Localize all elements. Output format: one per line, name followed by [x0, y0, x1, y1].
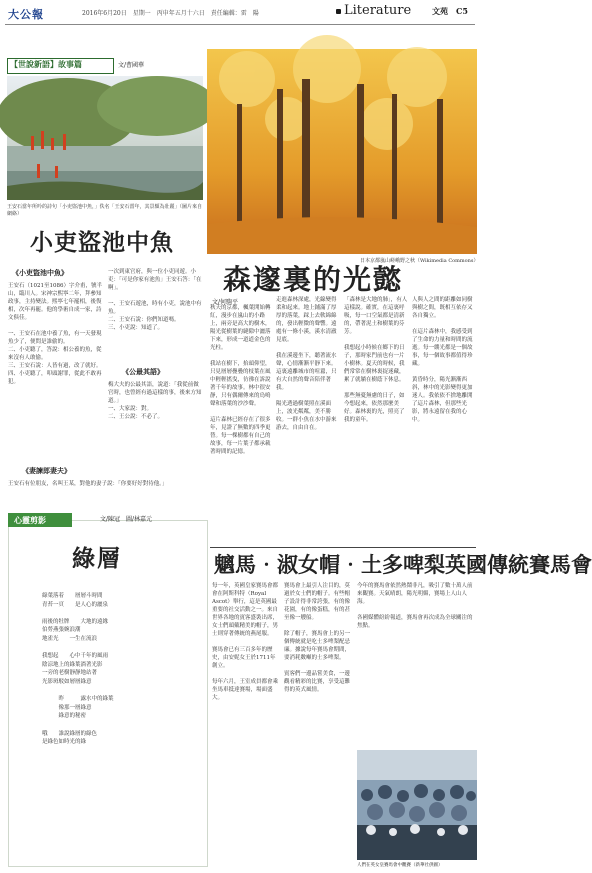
photo-caption: 王安石當年所吟的詩句「小吏盜池中魚，」佚名「王安石當年，其景頗為壯麗」（圖片來自網絡） — [7, 204, 203, 217]
section-divider — [210, 547, 476, 548]
text-column-4: 王安石有位朋友，名叫王某，對他的妻子說：「你要好好對待他。」 — [8, 481, 168, 487]
racecourse-crowd-photo — [357, 750, 477, 860]
derby-title: 魑馬‧淑女帽‧土多啤梨英國傳統賽馬會 — [214, 552, 592, 577]
forest-column-2: 走進森林深處，光線變得柔和起來。地上鋪滿了厚厚的落葉，踩上去軟綿綿的，發出輕微的聲響。遠處有一條小溪，溪水清澈見底。 我在溪邊坐下，聽著流水聲，心情漸漸平靜下來。這裏遠離城市的喧囂，只有大自然的聲音陪伴著我。 陽光透過樹葉照在溪面上，波光粼粼，美不勝收。一群小魚在水中游來游去，自由自在。 — [276, 297, 337, 431]
forest-column-4: 人與人之間的距離如同樹與樹之間，既相互依存又各自獨立。 在這片森林中，我感受到了生命的力量和時間的流逝。每一縷光都是一個故事，每一個故事都值得珍藏。 黃昏時分，陽光漸漸西斜，林中的光影變得更加迷人。我依依不捨地離開了這片森林，但那些光影，將永遠留在我的心中。 — [412, 297, 473, 423]
crowd-caption: 人們在英女皇賽馬會中觀賽（新華社供圖） — [357, 863, 443, 868]
subheading-1: 《小吏盜池中魚》 — [12, 268, 68, 277]
forest-photo — [207, 49, 477, 254]
header-divider — [5, 24, 475, 25]
forest-title: 森邃裏的光懿 — [223, 263, 404, 296]
text-column-1: 王安石（1021至1086）字介甫，號半山，臨川人。宋神宗熙寧二年，拜參知政事，主持變法。熙寧七年罷相，後復相，次年再罷。他的學術自成一家，詩文俱佳。 一、王安石在池中養了魚，有一天發現魚少了，便問是誰偷的。 二、小吏聽了，答說：相公養的魚，從來沒有人敢偷。 三、王安石說：人皆有過，改了就好。 四、小吏聽了，叩頭謝罪，從此不敢再犯。 — [8, 283, 102, 385]
poem-text: 綠葉落着 層層斗時間 青苔一頁 是人心的灑泉 雨後的牡牌 大地的遠緣 伯勞燕張婉浪潮 地雀光 一生在流浪 我想起 心中千年的風雨 陰涼地上的綠葉淌著光影 一旁的老樹靜靜地站著 光影斑駁如層層綠意 昨 露水中的綠葉 像那一層綠意 綠意的秘密 哦 誰說綠層的綠色 是綠色如時光的綠 — [42, 593, 114, 746]
page-number: C5 — [456, 6, 468, 16]
text-column-3: 梅大夫的公最其語，說道：「我從前做官時，也曾經有過這樣的事，後來方知道。」 一、大家說：對。 二、王公說：不必了。 — [108, 382, 202, 420]
derby-column-3: 今年的賽馬會依然熱鬧非凡，吸引了數十萬人前來觀賽。天氣晴朗，陽光明媚，賽場上人山人海。 各國媒體紛紛報道，賽馬會再次成為全球關注的焦點。 — [357, 583, 473, 629]
poem-byline: 文/陳冠 圖/林嘉元 — [100, 516, 153, 523]
subheading-2: 《公最其語》 — [122, 367, 164, 376]
derby-column-1: 每一年，英國皇家賽馬會都會在阿斯科特（Royal Ascot）舉行，這是英國最重要的社交活動之一。來自世界各地的賓客盛裝出席，女士們頭戴精美的帽子，男士則穿著傳統的燕尾服。 賽馬會已有三百多年的歷史，由安妮女王於1711年創立。 每年六月，王室成員都會乘坐馬車抵達賽場，場面盛大。 — [212, 583, 279, 701]
poem-section-title: 心靈剪影 — [14, 515, 46, 525]
lake-photo — [7, 76, 203, 200]
issue-date: 2016年6月20日 星期一 丙申年五月十六日 責任編輯：雷 陽 — [82, 10, 259, 17]
column-tag: 【世說新語】故事篇 — [10, 59, 82, 69]
section-title-zh: 文苑 — [432, 6, 448, 16]
section-bullet-icon — [336, 9, 341, 14]
text-column-2: 一次到東官府，與一位小吏同遊。小吏：「可是你家有池魚」王安石答：「在啊」。 一、王安石遊池，時有小吏，說池中有魚。 二、王安石說：你們知道嗎。 三、小吏說：知道了。 — [108, 269, 202, 331]
section-title-en: Literature — [344, 3, 412, 18]
newspaper-logo: 大公報 — [8, 8, 44, 21]
forest-caption: 日本京都嵐山嵯峨野之秋（Wikimedia Commons） — [360, 258, 479, 264]
poem-title: 綠層 — [72, 545, 122, 572]
subheading-3: 《妻諫郎妻夫》 — [22, 466, 71, 475]
derby-column-2: 賽馬會上最引人注目的，莫過於女士們的帽子。有些帽子設計得非常誇張，有的像花園，有的像蛋糕，有的甚至像一艘船。 除了帽子，賽馬會上的另一個傳統就是吃士多啤梨配忌廉。據說每年賽馬會期間，要消耗數噸的士多啤梨。 賓客們一邊品嘗美食，一邊觀看精彩的比賽，享受這難得的英式風情。 — [284, 583, 351, 693]
forest-column-3: 「森林是大地的肺」，有人這樣說。確實，在這裏呼吸，每一口空氣都是清新的，帶著泥土和樹葉的芬芳。 我想起小時候在鄉下的日子，那時家門前也有一片小樹林。夏天的時候，我們常常在樹林裏捉迷藏，累了就躺在樹蔭下休息。 那些無憂無慮的日子，如今想起來，依然那麼美好。森林裏的光，照亮了我的童年。 — [344, 297, 408, 423]
forest-byline: 文/何駒平 — [212, 299, 239, 306]
byline: 文/曹國華 — [118, 62, 145, 69]
forest-column-1: 秋天的京都，楓葉開始轉紅，漫步在嵐山的小路上，兩旁是高大的樹木，陽光從樹葉的縫隙中灑落下來，形成一道道金色的光柱。 我站在樹下，抬頭仰望，只見層層疊疊的枝葉在風中輕輕搖曳，彷彿在訴說著千年的故事。林中很安靜，只有偶爾傳來的鳥鳴聲和落葉的沙沙聲。 這片森林已經存在了很多年，見證了無數的四季更替。每一棵樹都有自己的故事，每一片葉子都承載著時間的記憶。 — [210, 305, 271, 455]
article-title: 小吏盜池中魚 — [30, 229, 174, 256]
